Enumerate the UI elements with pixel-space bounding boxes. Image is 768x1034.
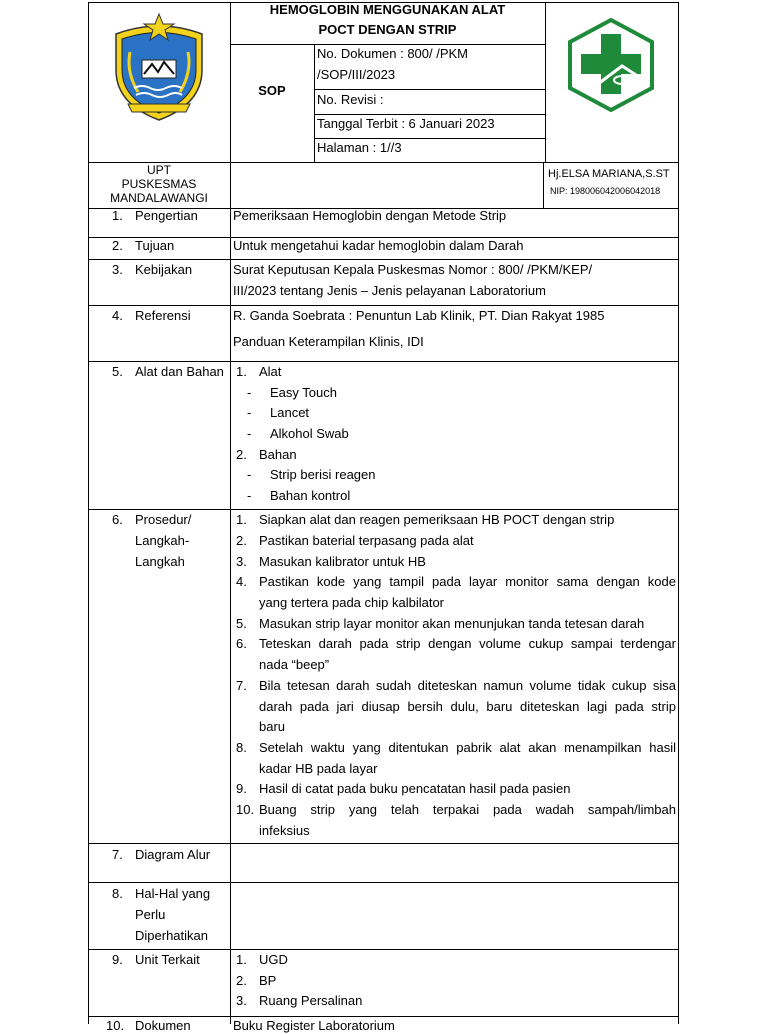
row-label: Kebijakan bbox=[135, 262, 193, 277]
row-label: Pengertian bbox=[135, 208, 198, 223]
step-text: Teteskan darah pada strip dengan volume cukup sampai terdengar bbox=[259, 636, 676, 651]
list-item: Strip berisi reagen bbox=[270, 467, 376, 482]
list-dash: - bbox=[247, 467, 252, 482]
step-text-cont: yang tertera pada chip kalbilator bbox=[259, 595, 445, 610]
regency-emblem-logo bbox=[106, 12, 212, 124]
row-label: Tujuan bbox=[135, 238, 175, 253]
step-text: Hasil di catat pada buku pencatatan hasil pada pasien bbox=[259, 781, 571, 796]
step-number: 5. bbox=[236, 616, 247, 631]
unit-name: Ruang Persalinan bbox=[259, 993, 363, 1008]
sop-label: SOP bbox=[258, 83, 286, 98]
row-content: Buku Register Laboratorium bbox=[233, 1018, 395, 1033]
step-text: Buang strip yang telah terpakai pada wadah sampah/limbah bbox=[259, 802, 676, 817]
puskesmas-logo bbox=[564, 18, 658, 112]
step-number: 4. bbox=[236, 574, 247, 589]
step-number: 3. bbox=[236, 554, 247, 569]
unit-name: UGD bbox=[259, 952, 288, 967]
step-text: Siapkan alat dan reagen pemeriksaan HB POCT dengan strip bbox=[259, 512, 615, 527]
list-item: Easy Touch bbox=[270, 385, 337, 400]
row-number: 2. bbox=[112, 238, 123, 253]
signer-nip: NIP: 198006042006042018 bbox=[550, 186, 661, 196]
step-number: 10. bbox=[236, 802, 255, 817]
row-content-line-1: Surat Keputusan Kepala Puskesmas Nomor : 800/ /PKM/KEP/ bbox=[233, 262, 593, 277]
row-label-line-1: Prosedur/ bbox=[135, 512, 192, 527]
row-number: 8. bbox=[112, 886, 123, 901]
step-number: 2. bbox=[236, 533, 247, 548]
row-content: Pemeriksaan Hemoglobin dengan Metode Strip bbox=[233, 208, 507, 223]
step-text: Masukan kalibrator untuk HB bbox=[259, 554, 426, 569]
halaman: Halaman : 1//3 bbox=[317, 140, 402, 155]
row-number: 3. bbox=[112, 262, 123, 277]
row-number: 9. bbox=[112, 952, 123, 967]
row-number: 1. bbox=[112, 208, 123, 223]
step-text: Bila tetesan darah sudah diteteskan namun volume tidak cukup sisa bbox=[259, 678, 676, 693]
document-title bbox=[230, 2, 545, 38]
step-text: Pastikan baterial terpasang pada alat bbox=[259, 533, 474, 548]
step-text-cont: infeksius bbox=[259, 823, 310, 838]
org-line-2: PUSKESMAS bbox=[121, 177, 197, 191]
row-label: Dokumen bbox=[135, 1018, 191, 1033]
row-content-line-2: Panduan Keterampilan Klinis, IDI bbox=[233, 334, 424, 349]
row-label: Unit Terkait bbox=[135, 952, 200, 967]
no-revisi: No. Revisi : bbox=[317, 92, 384, 107]
row-label-line-1: Hal-Hal yang bbox=[135, 886, 211, 901]
row-number: 6. bbox=[112, 512, 123, 527]
org-line-3: MANDALAWANGI bbox=[110, 191, 208, 205]
title-line-1: HEMOGLOBIN MENGGUNAKAN ALAT bbox=[269, 2, 506, 17]
step-number: 1. bbox=[236, 512, 247, 527]
row-content: Untuk mengetahui kadar hemoglobin dalam Darah bbox=[233, 238, 524, 253]
step-number: 8. bbox=[236, 740, 247, 755]
step-text: Masukan strip layar monitor akan menunjukan tanda tetesan darah bbox=[259, 616, 645, 631]
list-item: Alkohol Swab bbox=[270, 426, 349, 441]
step-text-cont: kadar HB pada layar bbox=[259, 761, 378, 776]
row-label: Referensi bbox=[135, 308, 191, 323]
step-text-cont: baru bbox=[259, 719, 286, 734]
no-dokumen-line-1: No. Dokumen : 800/ /PKM bbox=[317, 46, 469, 61]
title-line-2: POCT DENGAN STRIP bbox=[318, 22, 457, 37]
list-item: Bahan kontrol bbox=[270, 488, 351, 503]
step-text: Pastikan kode yang tampil pada layar monitor sama dengan kode bbox=[259, 574, 676, 589]
unit-number: 1. bbox=[236, 952, 247, 967]
no-dokumen-line-2: /SOP/III/2023 bbox=[317, 67, 396, 82]
step-text-cont: nada “beep” bbox=[259, 657, 330, 672]
step-number: 6. bbox=[236, 636, 247, 651]
step-text: Setelah waktu yang ditentukan pabrik alat akan menampilkan hasil bbox=[259, 740, 676, 755]
row-label: Diagram Alur bbox=[135, 847, 211, 862]
group-title: Alat bbox=[259, 364, 282, 379]
row-number: 5. bbox=[112, 364, 123, 379]
step-number: 9. bbox=[236, 781, 247, 796]
unit-name: BP bbox=[259, 973, 277, 988]
row-label-line-2: Perlu bbox=[135, 907, 166, 922]
group-number: 2. bbox=[236, 447, 247, 462]
unit-number: 3. bbox=[236, 993, 247, 1008]
organization-name bbox=[88, 163, 230, 205]
list-dash: - bbox=[247, 385, 252, 400]
row-content-line-1: R. Ganda Soebrata : Penuntun Lab Klinik, PT. Dian Rakyat 1985 bbox=[233, 308, 605, 323]
row-label-line-3: Langkah bbox=[135, 554, 185, 569]
signer-name: Hj.ELSA MARIANA,S.ST bbox=[548, 168, 670, 180]
row-label-line-3: Diperhatikan bbox=[135, 928, 208, 943]
row-number: 10. bbox=[106, 1018, 125, 1033]
group-title: Bahan bbox=[259, 447, 297, 462]
step-text-cont: darah pada jari diusap bersih dulu, baru diteteskan lagi pada strip bbox=[259, 699, 676, 714]
org-line-1: UPT bbox=[147, 163, 171, 177]
unit-number: 2. bbox=[236, 973, 247, 988]
row-number: 4. bbox=[112, 308, 123, 323]
row-label-line-2: Langkah- bbox=[135, 533, 190, 548]
list-dash: - bbox=[247, 426, 252, 441]
group-number: 1. bbox=[236, 364, 247, 379]
row-label: Alat dan Bahan bbox=[135, 364, 224, 379]
step-number: 7. bbox=[236, 678, 247, 693]
row-content-line-2: III/2023 tentang Jenis – Jenis pelayanan Laboratorium bbox=[233, 283, 546, 298]
tanggal-terbit: Tanggal Terbit : 6 Januari 2023 bbox=[317, 116, 495, 131]
list-dash: - bbox=[247, 405, 252, 420]
row-number: 7. bbox=[112, 847, 123, 862]
list-item: Lancet bbox=[270, 405, 310, 420]
list-dash: - bbox=[247, 488, 252, 503]
